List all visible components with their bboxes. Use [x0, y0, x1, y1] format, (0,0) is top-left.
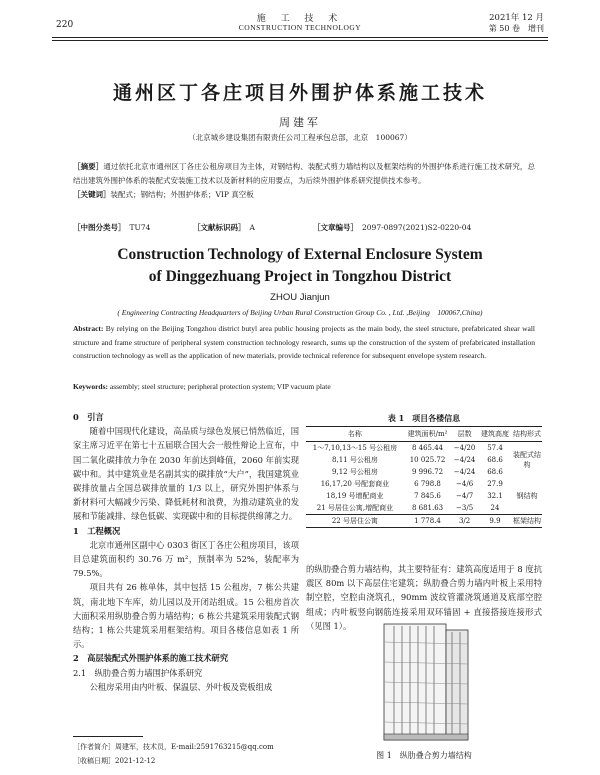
- table-cell-structure: 框架结构: [512, 515, 542, 528]
- table-cell-floors: −4/24: [453, 456, 476, 464]
- section-0-title: 0 引言: [73, 412, 104, 422]
- affiliation-en: ( Engineering Contracting Headquarters of Beijing Urban Rural Construction Group Co. , Ltd. ,Beijing 100067,China): [117, 308, 483, 317]
- article-no-value: 2097-0897(2021)S2-0220-04: [362, 223, 472, 232]
- table-cell-name: 22 号居住公寓: [306, 515, 404, 528]
- left-column: [73, 410, 299, 694]
- shear-wall-structure-figure: [376, 622, 476, 744]
- doc-code-label: ［文献标识码］: [193, 223, 246, 232]
- abstract-en: [73, 322, 535, 363]
- footnote-author-info: ［作者简介］周建军，技术员，E-mail:2591763215@qq.com: [73, 743, 274, 751]
- table-cell-area: 10 025.72: [409, 456, 446, 464]
- table-row: [306, 454, 542, 466]
- abstract-en-text: By relying on the Beijing Tongzhou district butyl area public housing projects as the main body, the steel structure, prefabricated shear wall structure and frame structure of peripheral system construction technology research, sums up the construction of the system of prefabricated installation construction technology as well as the application of new materials, provide technical reference for subsequent envelope system research.: [73, 324, 536, 361]
- table-header-cell: 名称: [306, 427, 404, 442]
- table-cell-structure: 钢结构: [516, 492, 538, 500]
- table-cell-area: 8 465.44: [411, 444, 444, 452]
- article-title-cn: 通州区丁各庄项目外围护体系施工技术: [112, 82, 487, 104]
- keywords-cn: [73, 188, 535, 202]
- table-row: [306, 515, 542, 528]
- issue-volume: 第 50 卷 增刊: [488, 24, 544, 33]
- table-header-cell: 层数: [451, 427, 478, 442]
- table-cell-floors: −3/5: [456, 504, 474, 512]
- title-en-line1: Construction Technology of External Enclosure System: [117, 246, 483, 263]
- affiliation-cn: （北京城乡建设集团有限责任公司工程承包总部，北京 100067）: [188, 133, 412, 142]
- table-row: [306, 502, 542, 515]
- journal-name-en: CONSTRUCTION TECHNOLOGY: [238, 23, 362, 32]
- table-row: [306, 466, 542, 478]
- table-cell-structure: 装配式结构: [513, 451, 541, 469]
- table-cell-name: 18,19 号增配商业: [326, 492, 384, 500]
- table-row: [306, 490, 542, 502]
- table-cell-name: 8,11 号公租房: [332, 456, 378, 464]
- wall-base-cavity: [384, 734, 468, 740]
- footnote-received-date: ［收稿日期］2021-12-12: [73, 757, 156, 765]
- section-1-paragraph-2: 项目共有 26 栋单体，其中包括 15 公租房，7 栋公共建筑，南北地下车库，幼儿园以及开闭站组成。15 公租房首次大面积采用纵肋叠合剪力墙结构；6 栋公共建筑采用装配式钢结构；1 栋公共建筑采用框架结构。项目各楼信息如表 1 所示。: [73, 582, 299, 650]
- section-1-paragraph-1: 北京市通州区副中心 0303 街区丁各庄公租房项目，该项目总建筑面积约 30.76 万 m²，预制率为 52%，装配率为 79.5%。: [73, 539, 299, 579]
- abstract-cn-label: ［摘要］: [73, 162, 104, 171]
- table-row: [306, 442, 542, 455]
- table-header-cell: 结构形式: [512, 427, 542, 442]
- table-cell-height: 27.9: [487, 480, 503, 488]
- doc-code-value: A: [249, 223, 255, 232]
- author-cn: 周建军: [279, 116, 321, 129]
- issue-date: 2021年 12 月: [489, 13, 544, 23]
- table-cell-floors: −4/24: [453, 468, 476, 476]
- section-2-1-title: 2.1 纵肋叠合剪力墙围护体系研究: [73, 667, 203, 678]
- table-row: [306, 478, 542, 490]
- table-cell-height: 57.4: [487, 444, 503, 452]
- abstract-cn-block: [73, 160, 535, 202]
- table-cell-height: 68.6: [487, 456, 503, 464]
- abstract-en-label: Abstract:: [73, 324, 104, 333]
- table-cell-area: 8 681.63: [411, 504, 444, 512]
- title-en-line2: of Dinggezhuang Project in Tongzhou District: [148, 268, 452, 285]
- header-rule: [52, 37, 548, 38]
- table-cell-area: 7 845.6: [414, 492, 441, 500]
- keywords-en: [73, 382, 535, 391]
- section-2-1-paragraph: 公租房采用由内叶板、保温层、外叶板及瓷板组成: [89, 681, 273, 692]
- table-cell-floors: 3/2: [451, 515, 478, 528]
- table-cell-height: 24: [490, 504, 500, 512]
- table-cell-area: 6 798.8: [414, 480, 441, 488]
- keywords-en-text: assembly; steel structure; peripheral protection system; VIP vacuum plate: [109, 382, 331, 391]
- figure-1-caption: 图 1 纵肋叠合剪力墙结构: [376, 751, 472, 760]
- section-2-title: 2 高层装配式外围护体系的施工技术研究: [73, 653, 229, 664]
- table-cell-name: 1～7,10,13～15 号公租房: [312, 444, 398, 452]
- table-cell-floors: −4/7: [456, 492, 474, 500]
- journal-name-cn: 施 工 技 术: [256, 14, 344, 24]
- article-no-label: ［文章编号］: [313, 223, 358, 232]
- clc-value: TU74: [129, 223, 151, 232]
- right-column-paragraph: 的纵肋叠合剪力墙结构，其主要特征有：建筑高度适用于 8 度抗震区 80m 以下高层住宅建筑；纵肋叠合剪力墙内叶板上采用特制空腔，空腔由浇筑孔，90mm 波纹管灌浇筑通道及底部空腔组成；内叶板竖向钢筋连接采用双环锚固 + 直接搭接连接形式（见图 1）。: [306, 564, 542, 631]
- section-0-paragraph: 随着中国现代化建设，高品质与绿色发展已悄然临近，国家主席习近平在第七十五届联合国大会一般性辩论上宣布，中国二氧化碳排放力争在 2030 年前达到峰值，2060 年前实现碳中和。其中建筑业是名副其实的碳排放“大户”，我国建筑业碳排放量占全国总碳排放量的 1/3 以上，研究外围护体系与新材料可大幅减少污染、降低耗材和浪费，为推动建筑业的发展和节能减排、绿色低碳、实现碳中和的目标提供绵薄之力。: [73, 426, 299, 522]
- article-meta-row: [73, 222, 535, 234]
- page-number: 220: [56, 20, 74, 30]
- table-cell-area: 9 996.72: [411, 468, 444, 476]
- table-cell-name: 16,17,20 号配套商业: [320, 480, 390, 488]
- table-header-row: [306, 427, 542, 442]
- abstract-cn: [73, 160, 535, 188]
- table-cell-name: 21 号居住公寓,增配商业: [316, 504, 394, 512]
- table-cell-area: 1 778.4: [404, 515, 451, 528]
- footnote-rule: [73, 736, 143, 737]
- article-title-en: [0, 244, 600, 288]
- author-en: ZHOU Jianjun: [270, 292, 330, 303]
- abstract-cn-text: 通过依托北京市通州区丁各庄公租房项目为主体，对钢结构、装配式剪力墙结构以及框架结构的外围护体系进行施工技术研究，总结出建筑外围护体系的装配式安装施工技术以及新材料的应用要点，为后续外围护体系研究提供技术参考。: [73, 162, 536, 185]
- section-1-title: 1 工程概况: [73, 525, 121, 536]
- keywords-cn-text: 装配式；钢结构；外围护体系；VIP 真空板: [110, 190, 254, 199]
- table-cell-height: 32.1: [487, 492, 503, 500]
- table-1-caption: 表 1 项目各楼信息: [387, 413, 461, 423]
- keywords-cn-label: ［关键词］: [73, 190, 111, 199]
- table-cell-floors: −4/6: [456, 480, 474, 488]
- table-cell-height: 68.6: [487, 468, 503, 476]
- header-rule-double: [52, 40, 548, 41]
- table-cell-floors: −4/20: [453, 444, 476, 452]
- table-header-cell: 建筑高度: [478, 427, 512, 442]
- table-cell-name: 9,12 号公租房: [332, 468, 378, 476]
- clc-label: ［中图分类号］: [73, 223, 126, 232]
- keywords-en-label: Keywords:: [73, 382, 108, 391]
- project-info-table: [306, 426, 542, 528]
- table-header-cell: 建筑面积/m²: [404, 427, 451, 442]
- table-cell-height: 9.9: [478, 515, 512, 528]
